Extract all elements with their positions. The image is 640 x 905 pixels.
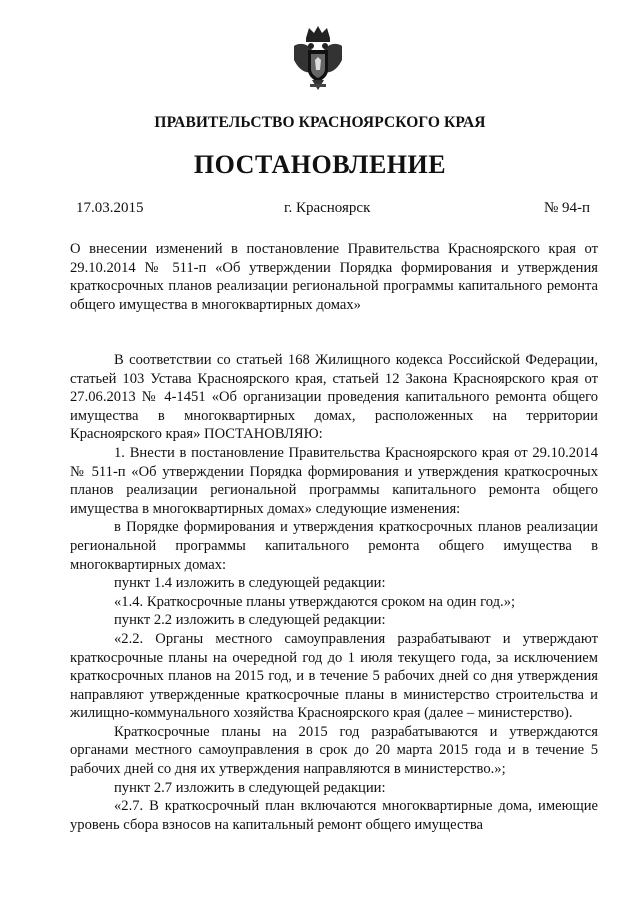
document-number: № 94-п <box>544 200 591 216</box>
paragraph-item-1: 1. Внести в постановление Правительства Красноярского края от 29.10.2014 № 511-п «Об утверждении Порядка формирования и утверждения краткосрочных планов реализации региональной программы капитального ремонта общего имущества в многоквартирных домах» следующие изменения: <box>70 444 598 517</box>
paragraph-clause-1-4: «1.4. Краткосрочные планы утверждаются сроком на один год.»; <box>114 593 516 610</box>
government-name: ПРАВИТЕЛЬСТВО КРАСНОЯРСКОГО КРАЯ <box>154 114 486 131</box>
document-city: г. Красноярск <box>284 200 371 216</box>
paragraph-clause-2-2-cont: Краткосрочные планы на 2015 год разрабатываются и утверждаются органами местного самоуправления в срок до 20 марта 2015 года и в течение 5 рабочих дней со дня их утверждения направляются в министерство.»; <box>70 723 598 778</box>
paragraph-clause-1-4-intro: пункт 1.4 изложить в следующей редакции: <box>114 575 386 592</box>
document-body <box>70 351 598 834</box>
coat-of-arms-icon <box>290 24 346 94</box>
paragraph-clause-2-7-intro: пункт 2.7 изложить в следующей редакции: <box>114 779 386 796</box>
paragraph-preamble: В соответствии со статьей 168 Жилищного кодекса Российской Федерации, статьей 103 Устава Красноярского края, статьей 12 Закона Красноярского края от 27.06.2013 № 4-1451 «Об организации проведения капитального ремонта общего имущества в многоквартирных домах, расположенных на территории Красноярского края» ПОСТАНОВЛЯЮ: <box>70 352 598 443</box>
document-subject: О внесении изменений в постановление Правительства Красноярского края от 29.10.2014 № 511-п «Об утверждении Порядка формирования и утверждения краткосрочных планов реализации региональной программы капитального ремонта общего имущества в многоквартирных домах» <box>70 241 598 314</box>
document-type-title: ПОСТАНОВЛЕНИЕ <box>193 150 447 179</box>
paragraph-clause-2-7: «2.7. В краткосрочный план включаются многоквартирные дома, имеющие уровень сбора взносов на капитальный ремонт общего имущества <box>70 798 598 833</box>
paragraph-procedure: в Порядке формирования и утверждения краткосрочных планов реализации региональной программы капитального ремонта общего имущества в многоквартирных домах: <box>70 519 598 573</box>
paragraph-clause-2-2-intro: пункт 2.2 изложить в следующей редакции: <box>114 612 386 629</box>
paragraph-clause-2-2: «2.2. Органы местного самоуправления разрабатывают и утверждают краткосрочные планы на очередной год до 1 июля текущего года, за исключением краткосрочных планов на 2015 год, и в течение 5 рабочих дней со дня утверждения направляют утвержденные краткосрочные планы в министерство строительства и жилищно-коммунального хозяйства Красноярского края (далее – министерство). <box>70 630 598 722</box>
document-date: 17.03.2015 <box>76 200 144 216</box>
